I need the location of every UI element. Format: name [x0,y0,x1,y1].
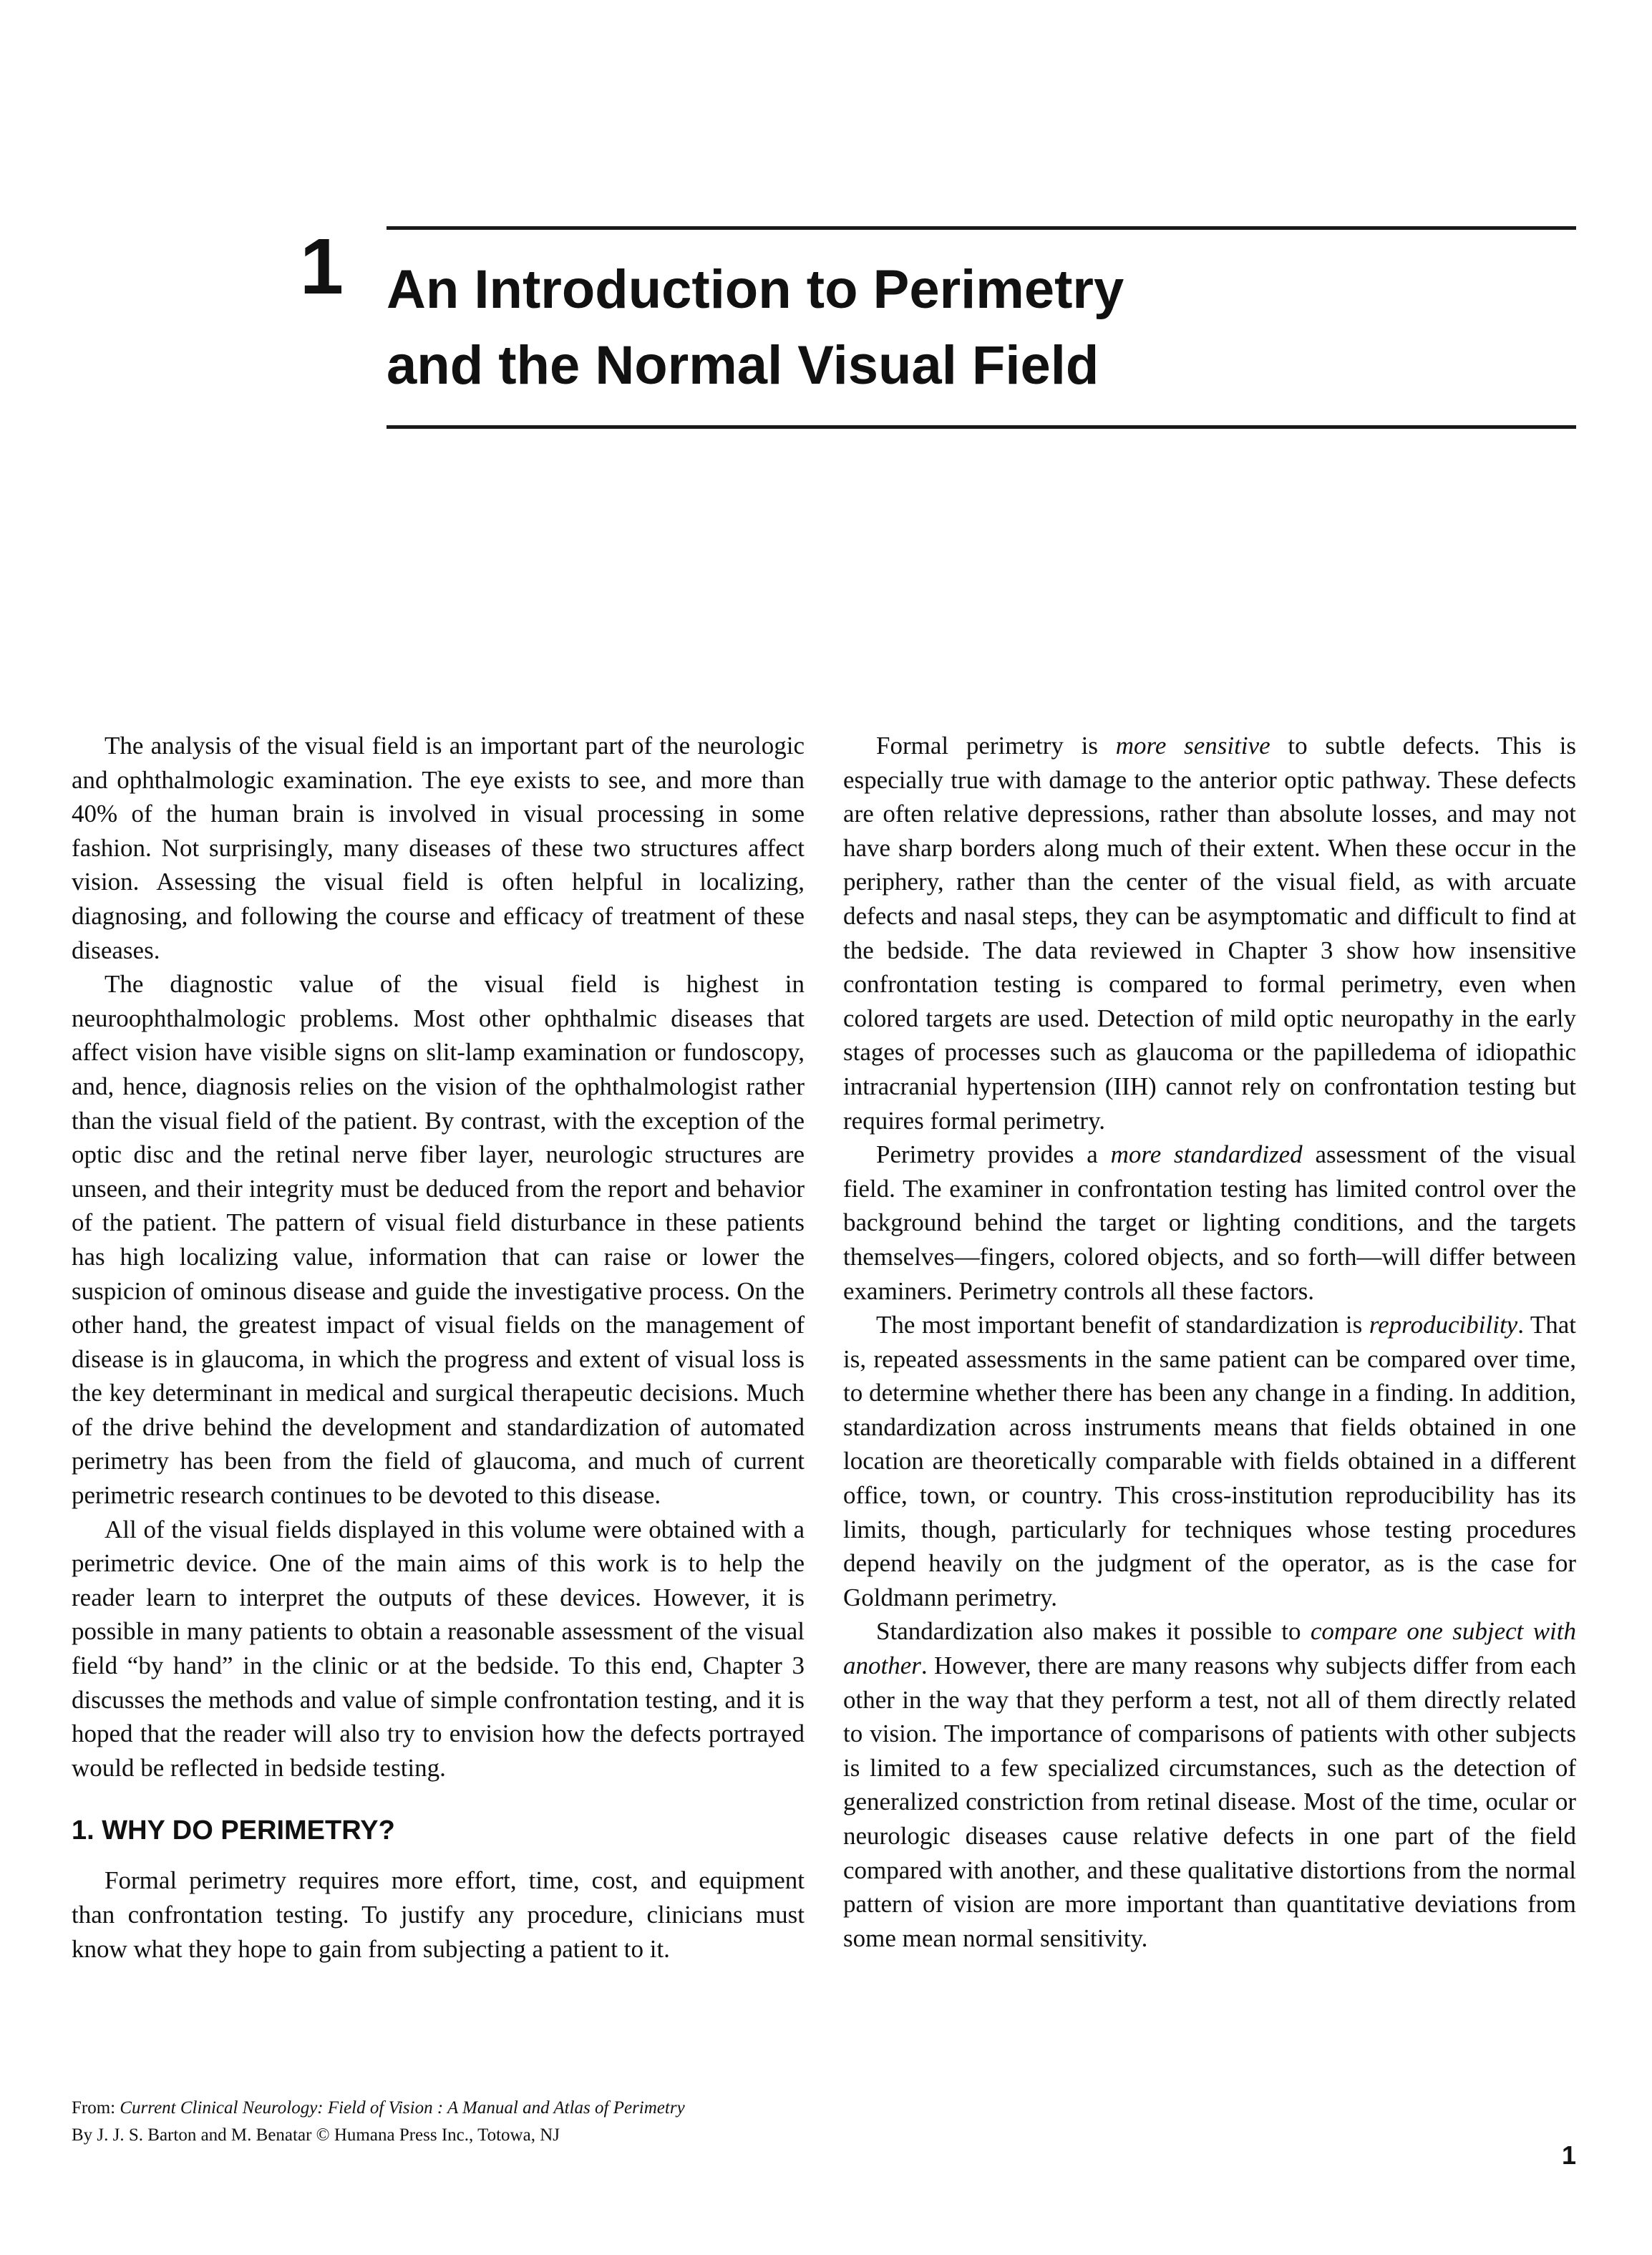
paragraph-text: Perimetry provides a [876,1140,1111,1169]
section-heading: 1. WHY DO PERIMETRY? [72,1815,395,1846]
emphasis: more standardized [1110,1140,1303,1169]
paragraph [843,1308,1576,1614]
left-column [72,729,805,1966]
source-title: Current Clinical Neurology: Field of Vision : A Manual and Atlas of Perimetry [120,2098,685,2118]
paragraph-text: . However, there are many reasons why subjects differ from each other in the way that they perform a test, not all of them directly related to vision. The importance of comparisons of patients with other subjects is limited to a few specialized circumstances, such as the detection of generalized constriction from retinal disease. Most of the time, ocular or neurologic diseases cause relative defects in one part of the field compared with another, and these qualitative distortions from the normal pattern of vision are more important than quantitative deviations from some mean normal sensitivity. [843,1652,1576,1952]
paragraph-text: The most important benefit of standardization is [876,1311,1369,1339]
paragraph-text: Formal perimetry is [876,732,1116,760]
byline: By J. J. S. Barton and M. Benatar © Humana Press Inc., Totowa, NJ [72,2125,560,2145]
paragraph [843,1138,1576,1308]
paragraph: All of the visual fields displayed in this volume were obtained with a perimetric device. One of the main aims of this work is to help the reader learn to interpret the outputs of these devices. However, it is possible in many patients to obtain a reasonable assessment of the visual field “by hand” in the clinic or at the bedside. To this end, Chapter 3 discusses the methods and value of simple confrontation testing, and it is hoped that the reader will also try to envision how the defects portrayed would be reflected in bedside testing. [72,1515,805,1782]
paragraph [843,729,1576,1138]
paragraph-text: to subtle defects. This is especially true with damage to the anterior optic pathway. These defects are often relative depressions, rather than absolute losses, and may not have sharp borders along much of their extent. When these occur in the periphery, rather than the center of the visual field, as with arcuate defects and nasal steps, they can be asymptomatic and difficult to find at the bedside. The data reviewed in Chapter 3 show how insensitive confrontation testing is compared to formal perimetry, even when colored targets are used. Detection of mild optic neuropathy in the early stages of processes such as glaucoma or the papilledema of idiopathic intracranial hypertension (IIH) cannot rely on confrontation testing but requires formal perimetry. [843,732,1576,1135]
chapter-title-line-1: An Introduction to Perimetry [387,259,1124,320]
emphasis: more sensitive [1115,732,1270,760]
title-bottom-rule [387,425,1576,429]
paragraph-text: assessment of the visual field. The examiner in confrontation testing has limited control over the background behind the target or lighting conditions, and the targets themselves—fingers, colored objects, and so forth—will differ between examiners. Perimetry controls all these factors. [843,1140,1576,1305]
paragraph-text: Standardization also makes it possible to [876,1617,1311,1646]
from-label: From: [72,2098,120,2118]
source-footnote [72,2095,859,2149]
chapter-title [387,252,1389,404]
paragraph: The analysis of the visual field is an important part of the neurologic and ophthalmologic examination. The eye exists to see, and more than 40% of the human brain is involved in visual processing in some fashion. Not surprisingly, many diseases of these two structures affect vision. Assessing the visual field is often helpful in localizing, diagnosing, and following the course and efficacy of treatment of these diseases. [72,732,805,964]
chapter-title-line-2: and the Normal Visual Field [387,335,1099,396]
chapter-number: 1 [299,223,344,311]
source-line [72,2095,859,2122]
emphasis: compare one subject with another [843,1617,1576,1680]
paragraph: The diagnostic value of the visual field is highest in neuroophthalmologic problems. Most other ophthalmic diseases that affect vision have visible signs on slit-lamp examination or fundoscopy, and, hence, diagnosis relies on the vision of the ophthalmologist rather than the visual field of the patient. By contrast, with the exception of the optic disc and the retinal nerve fiber layer, neurologic structures are unseen, and their integrity must be deduced from the report and behavior of the patient. The pattern of visual field disturbance in these patients has high localizing value, information that can raise or lower the suspicion of ominous disease and guide the investigative process. On the other hand, the greatest impact of visual fields on the management of disease is in glaucoma, in which the progress and extent of visual loss is the key determinant in medical and surgical therapeutic decisions. Much of the drive behind the development and standardization of automated perimetry has been from the field of glaucoma, and much of current perimetric research continues to be devoted to this disease. [72,970,805,1510]
paragraph: Formal perimetry requires more effort, time, cost, and equipment than confrontation testing. To justify any procedure, clinicians must know what they hope to gain from subjecting a patient to it. [72,1866,805,1963]
emphasis: reproducibility [1369,1311,1518,1339]
page-number: 1 [1561,2140,1576,2170]
right-column [843,729,1576,1955]
title-top-rule [387,226,1576,230]
paragraph-text: . That is, repeated assessments in the same patient can be compared over time, to determine whether there has been any change in a finding. In addition, standardization across instruments means that fields obtained in one location are theoretically comparable with fields obtained in a different office, town, or country. This cross-institution reproducibility has its limits, though, particularly for techniques whose testing procedures depend heavily on the judgment of the operator, as is the case for Goldmann perimetry. [843,1311,1576,1611]
paragraph [843,1614,1576,1955]
